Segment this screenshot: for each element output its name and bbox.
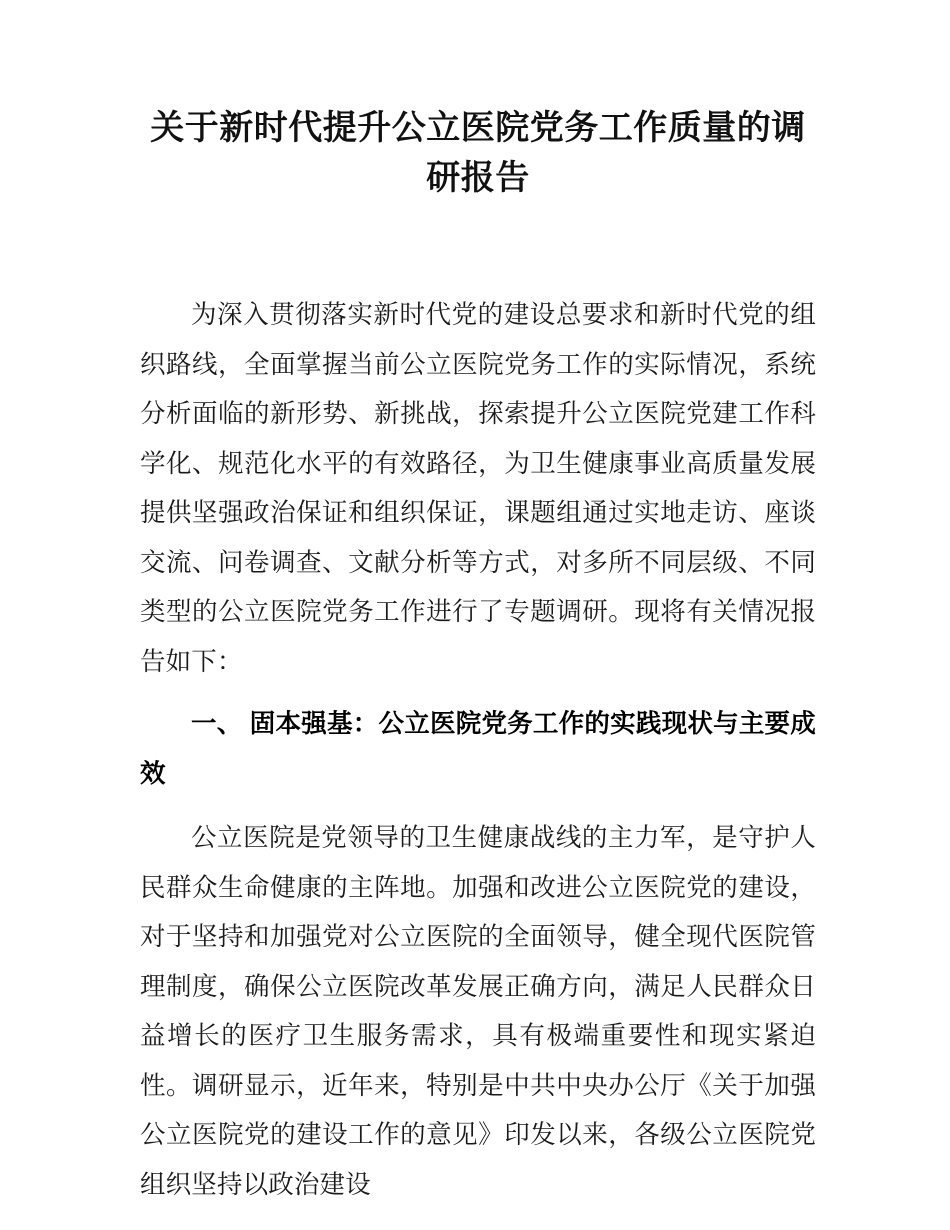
document-title: 关于新时代提升公立医院党务工作质量的调研报告	[150, 110, 806, 197]
section-one-paragraph: 公立医院是党领导的卫生健康战线的主力军，是守护人民群众生命健康的主阵地。加强和改进公立医院党的建设，对于坚持和加强党对公立医院的全面领导，健全现代医院管理制度，确保公立医院改革发展正确方向，满足人民群众日益增长的医疗卫生服务需求，具有极端重要性和现实紧迫性。调研显示，近年来，特别是中共中央办公厅《关于加强公立医院党的建设工作的意见》印发以来，各级公立医院党组织坚持以政治建设	[140, 823, 816, 1199]
paragraph-heading-spacer	[140, 686, 816, 700]
document-content-column	[140, 0, 816, 1209]
section-heading-one: 一、 固本强基：公立医院党务工作的实践现状与主要成效	[140, 710, 816, 788]
title-body-spacer	[140, 204, 816, 290]
heading-paragraph-spacer	[140, 799, 816, 813]
intro-paragraph: 为深入贯彻落实新时代党的建设总要求和新时代党的组织路线，全面掌握当前公立医院党务工作的实际情况，系统分析面临的新形势、新挑战，探索提升公立医院党建工作科学化、规范化水平的有效路径，为卫生健康事业高质量发展提供坚强政治保证和组织保证，课题组通过实地走访、座谈交流、问卷调查、文献分析等方式，对多所不同层级、不同类型的公立医院党务工作进行了专题调研。现将有关情况报告如下：	[140, 300, 816, 676]
